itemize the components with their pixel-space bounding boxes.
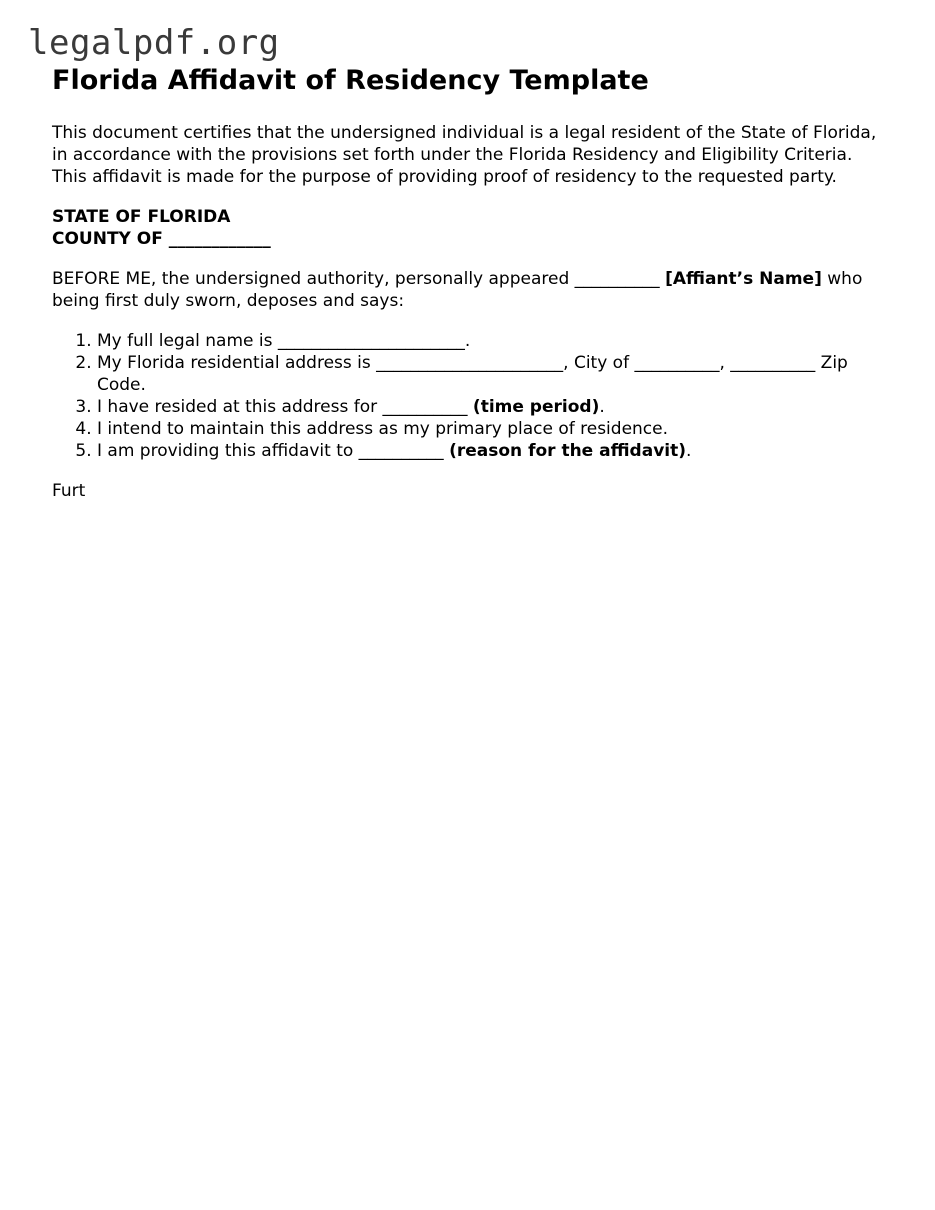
- before-me-paragraph: [52, 268, 892, 312]
- document-body: [52, 64, 892, 520]
- time-period-label: (time period): [472, 397, 600, 417]
- list-item: [97, 330, 892, 352]
- venue-block: [52, 206, 892, 250]
- affiant-name-label: [Affiant’s Name]: [665, 269, 822, 289]
- document-title: Florida Affidavit of Residency Template: [52, 65, 649, 96]
- intro-paragraph: This document certifies that the undersigned individual is a legal resident of the State of Florida, in accordance with the provisions set forth under the Florida Residency and Eligibility Criteria. This affidavit is made for the purpose of providing proof of residency to the requested party.: [52, 123, 877, 187]
- watermark-logo: legalpdf.org: [28, 23, 280, 63]
- before-me-text-after: who being first duly sworn, deposes and says:: [52, 269, 863, 311]
- list-item-punct: .: [599, 397, 605, 417]
- list-item: [97, 418, 892, 440]
- sworn-statements-list: [52, 330, 892, 462]
- list-item: [97, 352, 892, 396]
- list-item: [97, 440, 892, 462]
- reason-label: (reason for the affidavit): [449, 441, 686, 461]
- county-line: COUNTY OF ____________: [52, 229, 271, 249]
- closing-fragment: Furt: [52, 481, 86, 501]
- state-line: STATE OF FLORIDA: [52, 207, 231, 227]
- before-me-text: BEFORE ME, the undersigned authority, personally appeared __________: [52, 269, 666, 289]
- list-item-text: I have resided at this address for __________: [97, 397, 473, 417]
- list-item-text: My full legal name is ______________________.: [97, 331, 471, 351]
- list-item-text: I intend to maintain this address as my primary place of residence.: [97, 419, 669, 439]
- list-item-text: My Florida residential address is ______________________, City of __________, __________ Zip Code.: [97, 353, 848, 395]
- list-item: [97, 396, 892, 418]
- list-item-text: I am providing this affidavit to __________: [97, 441, 450, 461]
- list-item-punct: .: [686, 441, 692, 461]
